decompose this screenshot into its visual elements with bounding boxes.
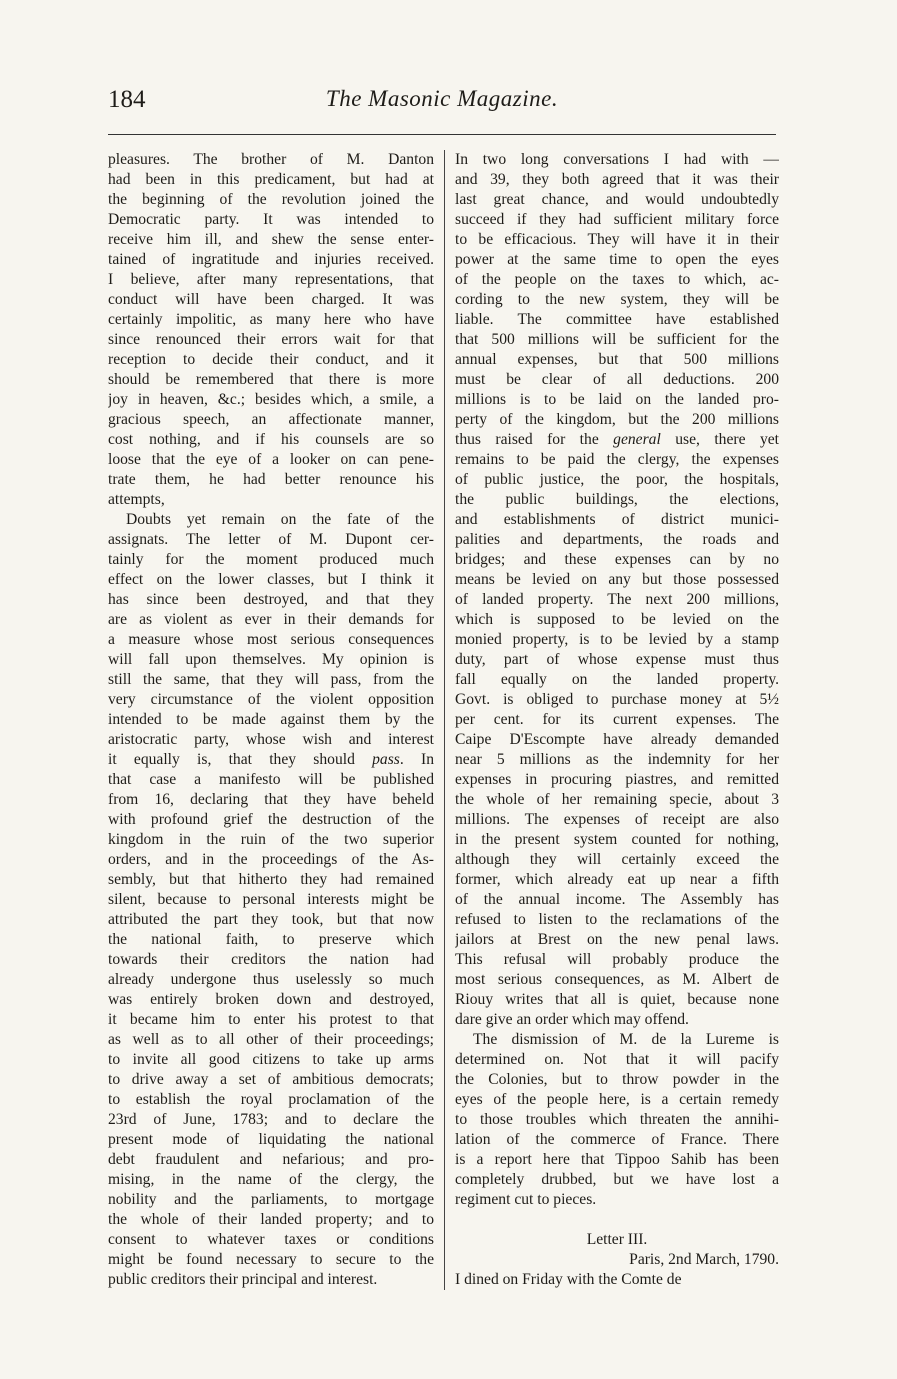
right-column-line [455, 1210, 779, 1230]
left-column-line: attempts, [108, 491, 165, 508]
right-column-line: lation of the commerce of France. There [455, 1131, 779, 1148]
left-column-line: 23rd of June, 1783; and to declare the [108, 1111, 434, 1128]
left-column-line: the national faith, to preserve which [108, 931, 434, 948]
right-column-line: Govt. is obliged to purchase money at 5½ [455, 691, 779, 708]
left-column-line: a measure whose most serious consequences [108, 631, 434, 648]
right-column-line: to be efficacious. They will have it in their [455, 231, 779, 248]
left-column-line: kingdom in the ruin of the two superior [108, 831, 434, 848]
right-column-line: In two long conversations I had with — [455, 151, 779, 168]
column-divider [444, 150, 445, 1290]
page-header [108, 86, 776, 126]
left-column-line: trate them, he had better renounce his [108, 471, 434, 488]
left-column-line: already undergone thus uselessly so much [108, 971, 434, 988]
left-column-line: the whole of their landed property; and to [108, 1211, 434, 1228]
right-column-line: I dined on Friday with the Comte de [455, 1271, 682, 1288]
left-column-line: silent, because to personal interests might be [108, 891, 434, 908]
right-column-line: although they will certainly exceed the [455, 851, 779, 868]
left-column [108, 150, 434, 1290]
left-column-line: aristocratic party, whose wish and interest [108, 731, 434, 748]
right-column-line: in the present system counted for nothing, [455, 831, 779, 848]
left-column-line: debt fraudulent and nefarious; and pro- [108, 1151, 434, 1168]
right-column-line: monied property, is to be levied by a stamp [455, 631, 779, 648]
left-column-line: that case a manifesto will be published [108, 771, 434, 788]
left-column-line: with profound grief the destruction of the [108, 811, 434, 828]
right-column-line: palities and departments, the roads and [455, 531, 779, 548]
right-column-line: which is supposed to be levied on the [455, 611, 779, 628]
left-column-line: are as violent as ever in their demands for [108, 611, 434, 628]
right-column-line: means be levied on any but those possessed [455, 571, 779, 588]
right-column-line: dare give an order which may offend. [455, 1011, 689, 1028]
left-column-line: towards their creditors the nation had [108, 951, 434, 968]
running-title: The Masonic Magazine. [325, 86, 559, 111]
right-column-line: Riouy writes that all is quiet, because none [455, 991, 779, 1008]
left-column-line: I believe, after many representations, that [108, 271, 434, 288]
left-column-line: has since been destroyed, and that they [108, 591, 434, 608]
right-column-line: per cent. for its current expenses. The [455, 711, 779, 728]
left-column-line: tainly for the moment produced much [108, 551, 434, 568]
left-column-line: receive him ill, and shew the sense enter- [108, 231, 434, 248]
right-column-line: the whole of her remaining specie, about 3 [455, 791, 779, 808]
left-column-line: cost nothing, and if his counsels are so [108, 431, 434, 448]
left-column-line: it became him to enter his protest to that [108, 1011, 434, 1028]
left-column-line: it equally is, that they should pass. In [108, 751, 434, 768]
left-column-line: Democratic party. It was intended to [108, 211, 434, 228]
right-column-line: liable. The committee have established [455, 311, 779, 328]
right-column-line: This refusal will probably produce the [455, 951, 779, 968]
left-column-line: reception to decide their conduct, and it [108, 351, 434, 368]
right-column-line: remains to be paid the clergy, the expenses [455, 451, 779, 468]
left-column-line: attributed the part they took, but that now [108, 911, 434, 928]
right-column-line: determined on. Not that it will pacify [455, 1051, 779, 1068]
left-column-line: from 16, declaring that they have beheld [108, 791, 434, 808]
left-column-line: to drive away a set of ambitious democrats; [108, 1071, 434, 1088]
left-column-line: since renounced their errors wait for that [108, 331, 434, 348]
right-column-line: the public buildings, the elections, [455, 491, 779, 508]
left-column-line: the beginning of the revolution joined the [108, 191, 434, 208]
right-column-line: must be clear of all deductions. 200 [455, 371, 779, 388]
right-column-line: the Colonies, but to throw powder in the [455, 1071, 779, 1088]
left-column-line: public creditors their principal and interest. [108, 1271, 378, 1288]
left-column-line: gracious speech, an affectionate manner, [108, 411, 434, 428]
left-column-line: loose that the eye of a looker on can pene- [108, 451, 434, 468]
right-column-line: of landed property. The next 200 millions, [455, 591, 779, 608]
right-column-line: near 5 millions as the indemnity for her [455, 751, 779, 768]
left-column-line: conduct will have been charged. It was [108, 291, 434, 308]
right-column-line: The dismission of M. de la Lureme is [473, 1031, 779, 1048]
left-column-line: nobility and the parliaments, to mortgage [108, 1191, 434, 1208]
right-column-line: millions. The expenses of receipt are also [455, 811, 779, 828]
left-column-line: was entirely broken down and destroyed, [108, 991, 434, 1008]
left-column-line: might be found necessary to secure to the [108, 1251, 434, 1268]
right-column-line: Paris, 2nd March, 1790. [629, 1251, 779, 1268]
right-column-line: eyes of the people here, is a certain remedy [455, 1091, 779, 1108]
right-column [455, 150, 779, 1290]
right-column-line: succeed if they had sufficient military force [455, 211, 779, 228]
right-column-line: perty of the kingdom, but the 200 millions [455, 411, 779, 428]
right-column-line: that 500 millions will be sufficient for the [455, 331, 779, 348]
header-rule [108, 134, 776, 135]
right-column-line: of the people on the taxes to which, ac- [455, 271, 779, 288]
left-column-line: sembly, but that hitherto they had remained [108, 871, 434, 888]
right-column-line: former, which already eat up near a fifth [455, 871, 779, 888]
right-column-line: regiment cut to pieces. [455, 1191, 597, 1208]
left-column-line: mising, in the name of the clergy, the [108, 1171, 434, 1188]
right-column-line: duty, part of whose expense must thus [455, 651, 779, 668]
left-column-line: will fall upon themselves. My opinion is [108, 651, 434, 668]
right-column-line: of the annual income. The Assembly has [455, 891, 779, 908]
left-column-line: assignats. The letter of M. Dupont cer- [108, 531, 434, 548]
left-column-line: orders, and in the proceedings of the As- [108, 851, 434, 868]
left-column-line: had been in this predicament, but had at [108, 171, 434, 188]
right-column-line: fall equally on the landed property. [455, 671, 779, 688]
left-column-line: effect on the lower classes, but I think it [108, 571, 434, 588]
left-column-line: to establish the royal proclamation of the [108, 1091, 434, 1108]
right-column-line: is a report here that Tippoo Sahib has been [455, 1151, 779, 1168]
left-column-line: very circumstance of the violent opposition [108, 691, 434, 708]
left-column-line: as well as to all other of their proceedings; [108, 1031, 434, 1048]
right-column-line: millions is to be laid on the landed pro- [455, 391, 779, 408]
right-column-line: Letter III. [586, 1231, 648, 1248]
right-column-line: jailors at Brest on the new penal laws. [455, 931, 779, 948]
right-column-line: Caipe D'Escompte have already demanded [455, 731, 779, 748]
left-column-line: to invite all good citizens to take up arms [108, 1051, 434, 1068]
right-column-line: bridges; and these expenses can by no [455, 551, 779, 568]
left-column-line: should be remembered that there is more [108, 371, 434, 388]
left-column-line: Doubts yet remain on the fate of the [126, 511, 434, 528]
right-column-line: of public justice, the poor, the hospitals, [455, 471, 779, 488]
left-column-line: present mode of liquidating the national [108, 1131, 434, 1148]
right-column-line: expenses in procuring piastres, and remitted [455, 771, 779, 788]
right-column-line: most serious consequences, as M. Albert de [455, 971, 779, 988]
right-column-line: thus raised for the general use, there yet [455, 431, 779, 448]
right-column-line: power at the same time to open the eyes [455, 251, 779, 268]
right-column-line: and 39, they both agreed that it was their [455, 171, 779, 188]
right-column-line: and establishments of district munici- [455, 511, 779, 528]
right-column-line: refused to listen to the reclamations of the [455, 911, 779, 928]
left-column-line: consent to whatever taxes or conditions [108, 1231, 434, 1248]
left-column-line: intended to be made against them by the [108, 711, 434, 728]
left-column-line: certainly impolitic, as many here who have [108, 311, 434, 328]
right-column-line: completely drubbed, but we have lost a [455, 1171, 779, 1188]
right-column-line: annual expenses, but that 500 millions [455, 351, 779, 368]
right-column-line: to those troubles which threaten the annihi- [455, 1111, 779, 1128]
right-column-line: last great chance, and would undoubtedly [455, 191, 779, 208]
right-column-line: cording to the new system, they will be [455, 291, 779, 308]
left-column-line: joy in heaven, &c.; besides which, a smile, a [108, 391, 434, 408]
left-column-line: still the same, that they will pass, from the [108, 671, 434, 688]
left-column-line: tained of ingratitude and injuries received. [108, 251, 434, 268]
page-number: 184 [108, 86, 146, 113]
left-column-line: pleasures. The brother of M. Danton [108, 151, 434, 168]
